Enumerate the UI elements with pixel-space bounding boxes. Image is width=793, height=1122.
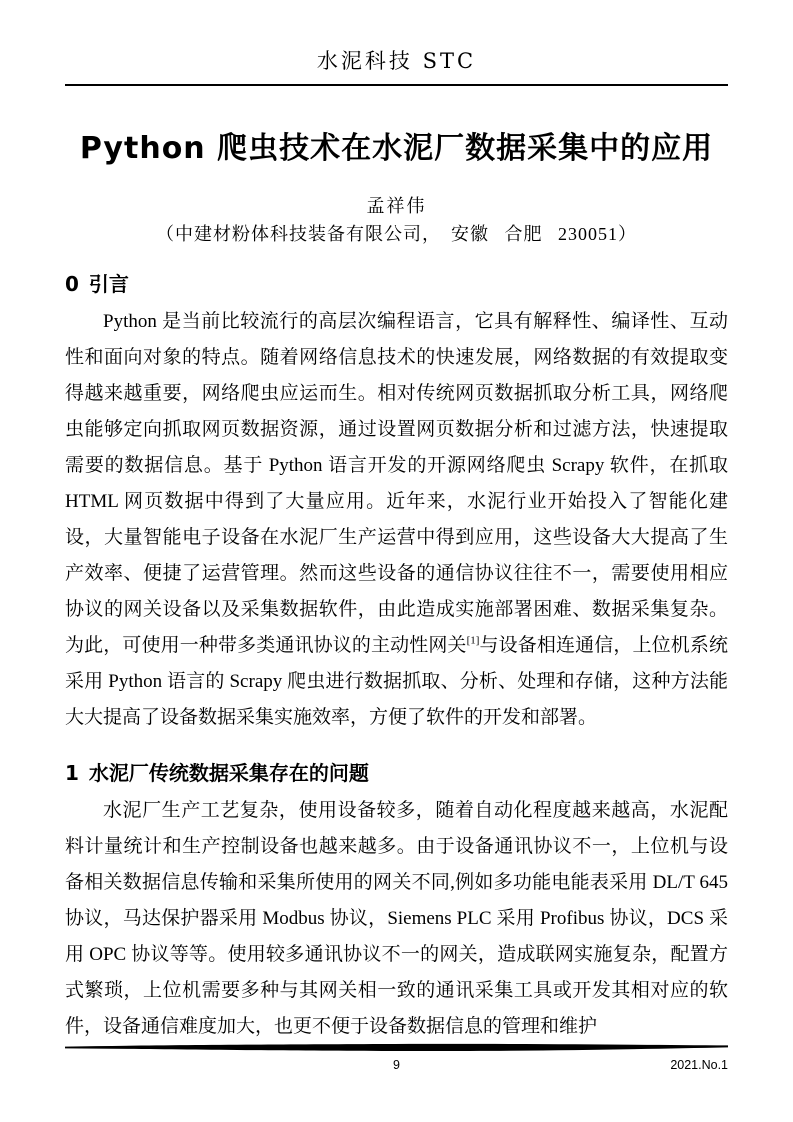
footer-row: [65, 1056, 728, 1074]
page-footer: [65, 1043, 728, 1074]
article-title: Python 爬虫技术在水泥厂数据采集中的应用: [79, 131, 714, 166]
issue-label: 2021.No.1: [670, 1058, 728, 1072]
journal-title: 水泥科技 STC: [316, 49, 477, 73]
article-affiliation: （中建材粉体科技装备有限公司， 安徽 合肥 230051）: [156, 224, 637, 244]
page-number: 9: [393, 1058, 400, 1072]
section-heading-problems: 1 水泥厂传统数据采集存在的问题: [65, 761, 369, 785]
article-author: 孟祥伟: [366, 196, 427, 216]
section-heading-introduction: 0 引言: [65, 272, 129, 296]
citation-reference-marker: [1]: [466, 634, 480, 647]
introduction-paragraph: [65, 304, 728, 736]
header-divider: [65, 84, 728, 86]
problems-paragraph: 水泥厂生产工艺复杂，使用设备较多，随着自动化程度越来越高，水泥配料计量统计和生产控制设备也越来越多。由于设备通讯协议不一，上位机与设备相关数据信息传输和采集所使用的网关不同,例如多功能电能表采用 DL/T 645 协议，马达保护器采用 Modbus 协议，Siemens PLC 采用 Profibus 协议，DCS 采用 OPC 协议等等。使用较多通讯协议不一的网关，造成联网实施复杂，配置方式繁琐，上位机需要多种与其网关相一致的通讯采集工具或开发其相对应的软件，设备通信难度加大，也更不便于设备数据信息的管理和维护: [65, 800, 728, 1037]
footer-divider: [65, 1043, 728, 1052]
introduction-text-after-citation: 与设备相连通信，上位机系统采用 Python 语言的 Scrapy 爬虫进行数据抓取、分析、处理和存储，这种方法能大大提高了设备数据采集实施效率，方便了软件的开发和部署。: [65, 635, 728, 728]
introduction-text-before-citation: Python 是当前比较流行的高层次编程语言，它具有解释性、编译性、互动性和面向对象的特点。随着网络信息技术的快速发展，网络数据的有效提取变得越来越重要，网络爬虫应运而生。相对传统网页数据抓取分析工具，网络爬虫能够定向抓取网页数据资源，通过设置网页数据分析和过滤方法，快速提取需要的数据信息。基于 Python 语言开发的开源网络爬虫 Scrapy 软件，在抓取 HTML 网页数据中得到了大量应用。近年来，水泥行业开始投入了智能化建设，大量智能电子设备在水泥厂生产运营中得到应用，这些设备大大提高了生产效率、便捷了运营管理。然而这些设备的通信协议往往不一，需要使用相应协议的网关设备以及采集数据软件，由此造成实施部署困难、数据采集复杂。为此，可使用一种带多类通讯协议的主动性网关: [65, 311, 728, 656]
